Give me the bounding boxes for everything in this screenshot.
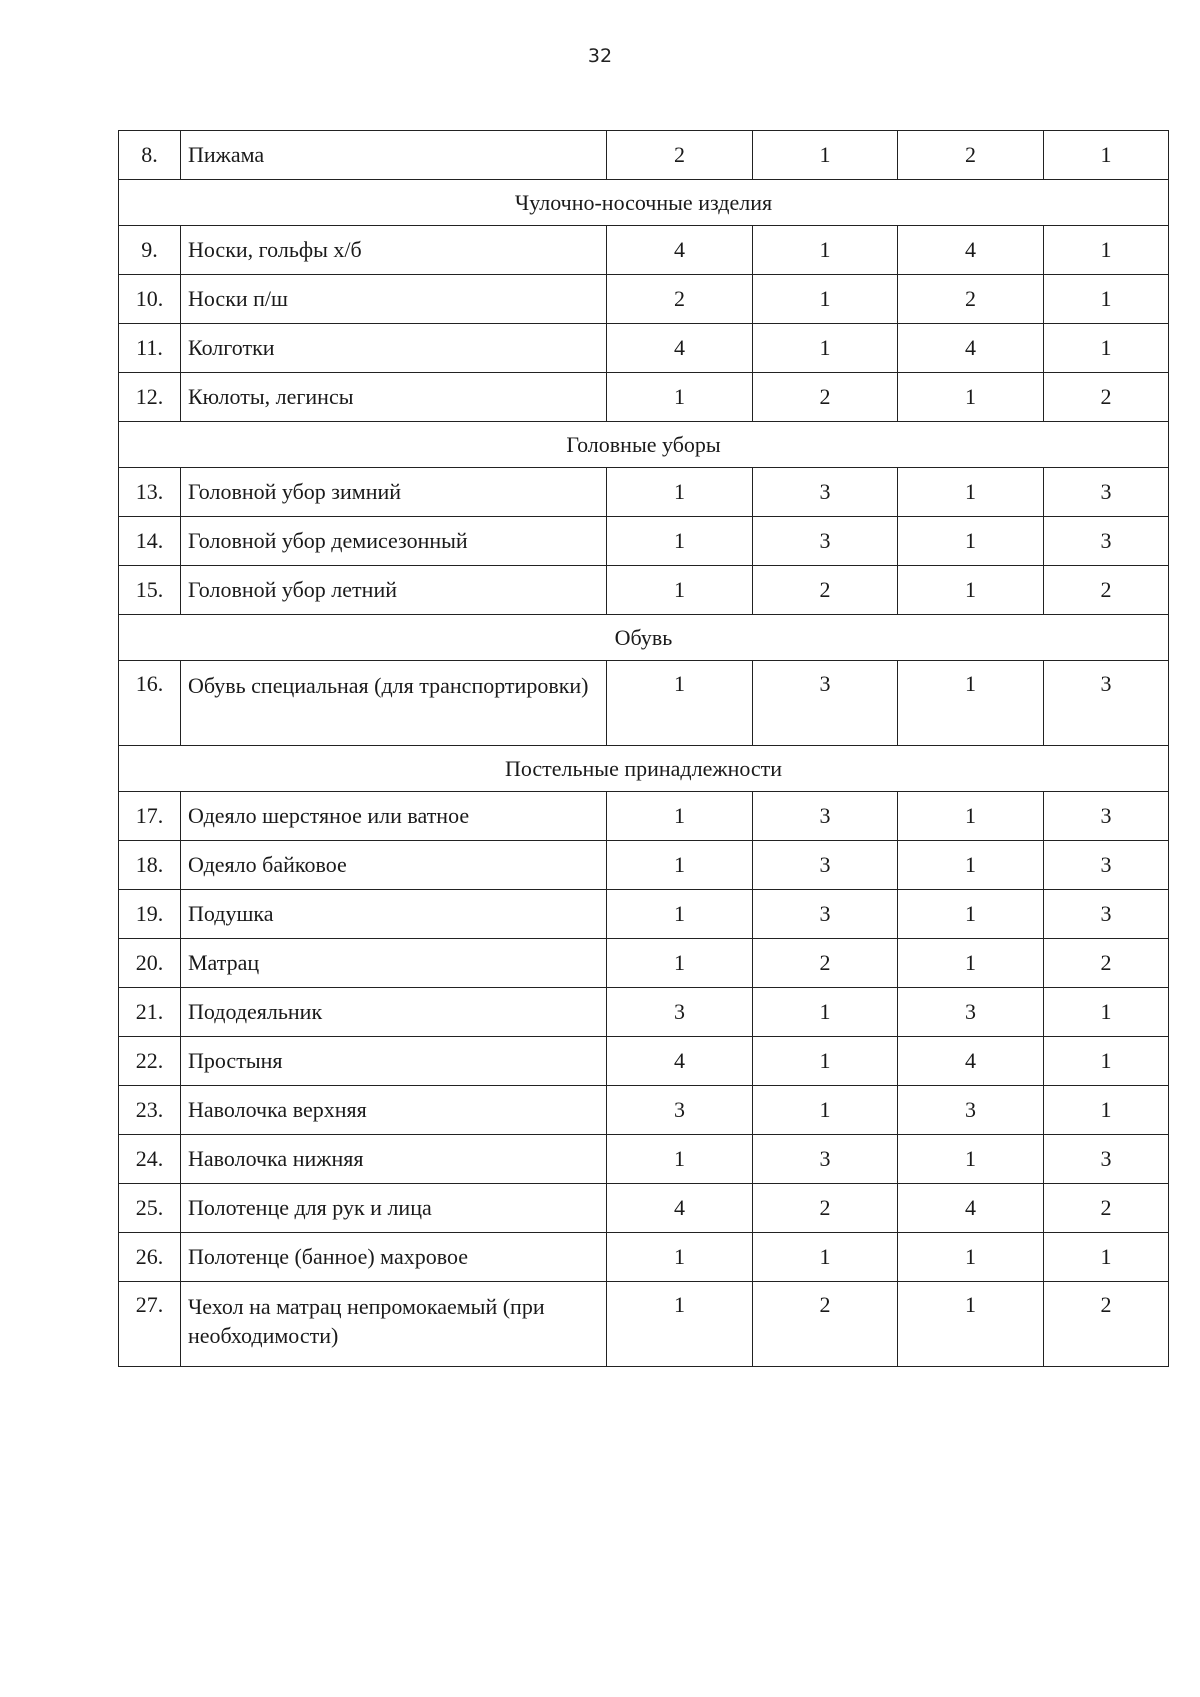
quantity-cell-4: 2 xyxy=(1044,373,1169,422)
row-number: 23. xyxy=(119,1086,181,1135)
quantity-cell-3: 1 xyxy=(898,661,1044,746)
section-title: Чулочно-носочные изделия xyxy=(119,180,1169,226)
row-number: 21. xyxy=(119,988,181,1037)
quantity-cell-3: 1 xyxy=(898,1282,1044,1367)
row-number: 13. xyxy=(119,468,181,517)
table-row xyxy=(119,988,1169,1037)
table-row xyxy=(119,1135,1169,1184)
quantity-cell-4: 3 xyxy=(1044,1135,1169,1184)
row-number: 12. xyxy=(119,373,181,422)
table-row xyxy=(119,275,1169,324)
quantity-cell-4: 3 xyxy=(1044,517,1169,566)
quantity-cell-1: 4 xyxy=(607,1184,753,1233)
quantity-cell-1: 2 xyxy=(607,275,753,324)
quantity-cell-3: 1 xyxy=(898,841,1044,890)
quantity-cell-1: 1 xyxy=(607,890,753,939)
quantity-cell-2: 1 xyxy=(753,226,898,275)
row-number: 25. xyxy=(119,1184,181,1233)
row-number: 15. xyxy=(119,566,181,615)
quantity-cell-1: 1 xyxy=(607,792,753,841)
quantity-cell-3: 1 xyxy=(898,939,1044,988)
table-row xyxy=(119,1037,1169,1086)
quantity-cell-2: 2 xyxy=(753,939,898,988)
quantity-cell-4: 3 xyxy=(1044,661,1169,746)
quantity-cell-4: 3 xyxy=(1044,792,1169,841)
quantity-cell-4: 1 xyxy=(1044,226,1169,275)
table-row xyxy=(119,661,1169,746)
item-name: Чехол на матрац непромокаемый (при необходимости) xyxy=(181,1282,607,1367)
item-name: Пододеяльник xyxy=(181,988,607,1037)
row-number: 16. xyxy=(119,661,181,746)
section-title: Головные уборы xyxy=(119,422,1169,468)
quantity-cell-1: 4 xyxy=(607,226,753,275)
table-row xyxy=(119,468,1169,517)
quantity-cell-1: 1 xyxy=(607,841,753,890)
section-header-row xyxy=(119,746,1169,792)
quantity-cell-4: 1 xyxy=(1044,1233,1169,1282)
section-header-row xyxy=(119,422,1169,468)
quantity-cell-2: 1 xyxy=(753,1086,898,1135)
quantity-cell-2: 1 xyxy=(753,275,898,324)
item-name: Полотенце для рук и лица xyxy=(181,1184,607,1233)
item-name: Наволочка нижняя xyxy=(181,1135,607,1184)
section-title: Постельные принадлежности xyxy=(119,746,1169,792)
quantity-cell-3: 1 xyxy=(898,373,1044,422)
quantity-cell-1: 1 xyxy=(607,566,753,615)
quantity-cell-1: 1 xyxy=(607,661,753,746)
quantity-cell-1: 4 xyxy=(607,1037,753,1086)
quantity-cell-1: 3 xyxy=(607,1086,753,1135)
item-name: Носки п/ш xyxy=(181,275,607,324)
quantity-cell-1: 1 xyxy=(607,939,753,988)
quantity-cell-4: 3 xyxy=(1044,890,1169,939)
row-number: 10. xyxy=(119,275,181,324)
quantity-cell-2: 2 xyxy=(753,373,898,422)
quantity-cell-4: 2 xyxy=(1044,566,1169,615)
quantity-cell-3: 2 xyxy=(898,275,1044,324)
table-row xyxy=(119,324,1169,373)
quantity-cell-4: 1 xyxy=(1044,1086,1169,1135)
quantity-cell-2: 3 xyxy=(753,841,898,890)
item-name: Носки, гольфы х/б xyxy=(181,226,607,275)
quantity-cell-3: 4 xyxy=(898,324,1044,373)
quantity-cell-4: 2 xyxy=(1044,1282,1169,1367)
quantity-cell-2: 1 xyxy=(753,1233,898,1282)
quantity-cell-2: 3 xyxy=(753,517,898,566)
quantity-cell-4: 1 xyxy=(1044,324,1169,373)
quantity-cell-4: 1 xyxy=(1044,275,1169,324)
quantity-cell-3: 1 xyxy=(898,517,1044,566)
table-row xyxy=(119,517,1169,566)
table-row xyxy=(119,939,1169,988)
section-header-row xyxy=(119,615,1169,661)
quantity-cell-3: 1 xyxy=(898,1135,1044,1184)
row-number: 19. xyxy=(119,890,181,939)
table-row xyxy=(119,1086,1169,1135)
row-number: 14. xyxy=(119,517,181,566)
row-number: 17. xyxy=(119,792,181,841)
quantity-cell-1: 1 xyxy=(607,1282,753,1367)
quantity-cell-2: 3 xyxy=(753,468,898,517)
quantity-cell-4: 1 xyxy=(1044,988,1169,1037)
item-name: Одеяло байковое xyxy=(181,841,607,890)
quantity-cell-1: 2 xyxy=(607,131,753,180)
quantity-cell-3: 1 xyxy=(898,1233,1044,1282)
table-row xyxy=(119,890,1169,939)
item-name: Головной убор зимний xyxy=(181,468,607,517)
item-name: Кюлоты, легинсы xyxy=(181,373,607,422)
quantity-cell-3: 3 xyxy=(898,988,1044,1037)
quantity-cell-3: 4 xyxy=(898,1184,1044,1233)
section-title: Обувь xyxy=(119,615,1169,661)
section-header-row xyxy=(119,180,1169,226)
item-name: Обувь специальная (для транспортировки) xyxy=(181,661,607,746)
quantity-cell-2: 1 xyxy=(753,1037,898,1086)
quantity-cell-3: 1 xyxy=(898,566,1044,615)
quantity-cell-3: 3 xyxy=(898,1086,1044,1135)
item-name: Наволочка верхняя xyxy=(181,1086,607,1135)
quantity-cell-4: 2 xyxy=(1044,939,1169,988)
quantity-cell-4: 2 xyxy=(1044,1184,1169,1233)
row-number: 11. xyxy=(119,324,181,373)
table-row xyxy=(119,841,1169,890)
quantity-cell-1: 3 xyxy=(607,988,753,1037)
table-row xyxy=(119,226,1169,275)
table-body xyxy=(119,131,1169,1367)
row-number: 18. xyxy=(119,841,181,890)
quantity-cell-2: 1 xyxy=(753,988,898,1037)
row-number: 9. xyxy=(119,226,181,275)
item-name: Полотенце (банное) махровое xyxy=(181,1233,607,1282)
quantity-cell-4: 1 xyxy=(1044,1037,1169,1086)
table-row xyxy=(119,1184,1169,1233)
quantity-cell-1: 1 xyxy=(607,517,753,566)
quantity-cell-3: 4 xyxy=(898,226,1044,275)
item-name: Подушка xyxy=(181,890,607,939)
item-name: Матрац xyxy=(181,939,607,988)
quantity-cell-1: 1 xyxy=(607,468,753,517)
table-row xyxy=(119,792,1169,841)
row-number: 20. xyxy=(119,939,181,988)
item-name: Простыня xyxy=(181,1037,607,1086)
row-number: 8. xyxy=(119,131,181,180)
quantity-cell-4: 3 xyxy=(1044,468,1169,517)
quantity-cell-3: 2 xyxy=(898,131,1044,180)
quantity-cell-4: 1 xyxy=(1044,131,1169,180)
item-name: Головной убор летний xyxy=(181,566,607,615)
table-row xyxy=(119,1282,1169,1367)
item-name: Головной убор демисезонный xyxy=(181,517,607,566)
table-row xyxy=(119,373,1169,422)
quantity-cell-3: 4 xyxy=(898,1037,1044,1086)
quantity-cell-3: 1 xyxy=(898,890,1044,939)
quantity-cell-1: 4 xyxy=(607,324,753,373)
item-name: Одеяло шерстяное или ватное xyxy=(181,792,607,841)
row-number: 22. xyxy=(119,1037,181,1086)
item-name: Пижама xyxy=(181,131,607,180)
quantity-cell-3: 1 xyxy=(898,468,1044,517)
row-number: 26. xyxy=(119,1233,181,1282)
quantity-cell-3: 1 xyxy=(898,792,1044,841)
table-row xyxy=(119,131,1169,180)
quantity-cell-4: 3 xyxy=(1044,841,1169,890)
quantity-cell-1: 1 xyxy=(607,373,753,422)
item-name: Колготки xyxy=(181,324,607,373)
quantity-cell-2: 1 xyxy=(753,131,898,180)
table-row xyxy=(119,566,1169,615)
quantity-cell-2: 1 xyxy=(753,324,898,373)
table-row xyxy=(119,1233,1169,1282)
quantity-cell-2: 2 xyxy=(753,1184,898,1233)
page-number: 32 xyxy=(587,45,613,67)
quantity-cell-1: 1 xyxy=(607,1233,753,1282)
items-table xyxy=(118,130,1169,1367)
row-number: 27. xyxy=(119,1282,181,1367)
quantity-cell-2: 3 xyxy=(753,792,898,841)
quantity-cell-2: 3 xyxy=(753,661,898,746)
quantity-cell-2: 2 xyxy=(753,1282,898,1367)
row-number: 24. xyxy=(119,1135,181,1184)
quantity-cell-2: 3 xyxy=(753,890,898,939)
quantity-cell-2: 2 xyxy=(753,566,898,615)
quantity-cell-2: 3 xyxy=(753,1135,898,1184)
quantity-cell-1: 1 xyxy=(607,1135,753,1184)
